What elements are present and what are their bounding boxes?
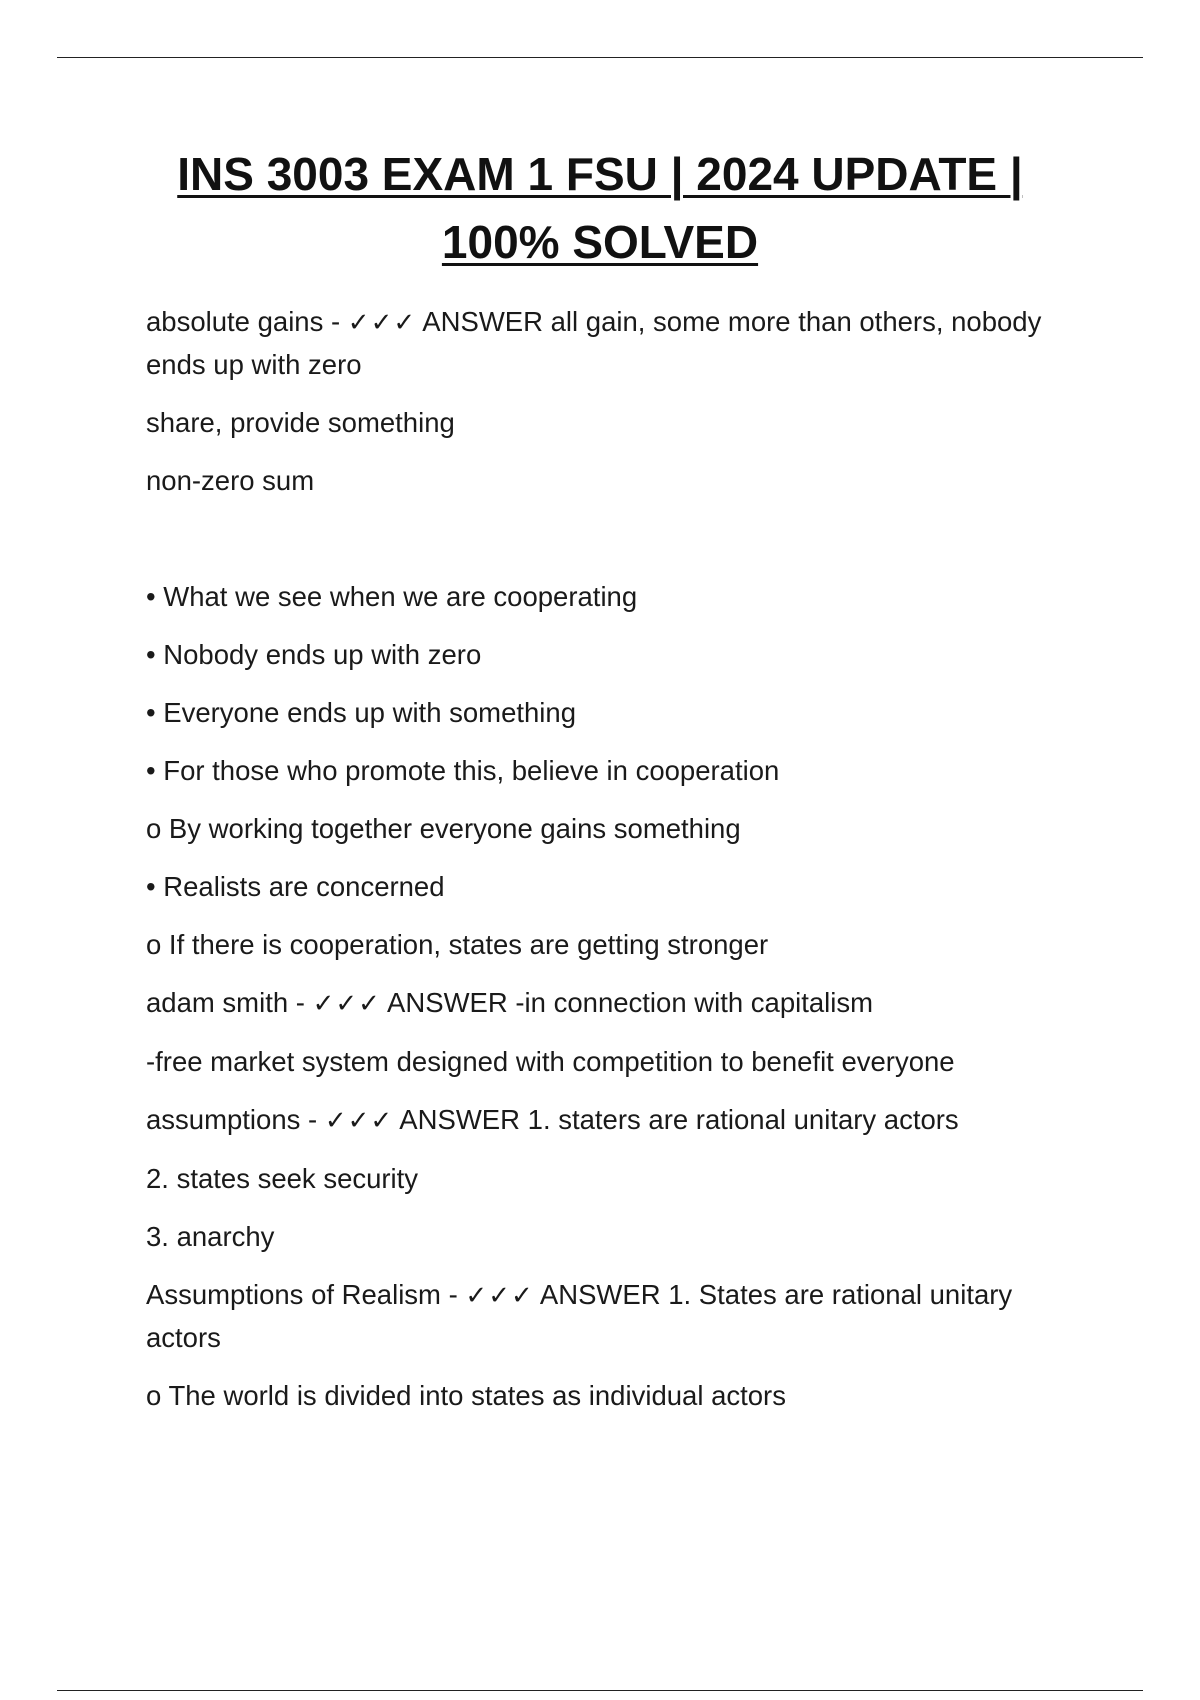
- qa-absolute-gains: [146, 301, 1086, 386]
- numbered-item: 3. anarchy: [146, 1221, 275, 1252]
- term-label: absolute gains -: [146, 306, 348, 337]
- document-body: [146, 301, 1086, 1433]
- term-label: assumptions -: [146, 1104, 325, 1135]
- answer-text: ANSWER all gain, some more than others, nobody ends up with zero: [146, 306, 1042, 380]
- top-rule: [57, 57, 1143, 58]
- term-label: Assumptions of Realism -: [146, 1279, 466, 1310]
- text-line: non-zero sum: [146, 465, 315, 496]
- sub-bullet-item: o The world is divided into states as individual actors: [146, 1380, 786, 1411]
- sub-bullet-item: o By working together everyone gains something: [146, 813, 741, 844]
- text-line: share, provide something: [146, 407, 455, 438]
- term-label: adam smith -: [146, 987, 313, 1018]
- check-marks-icon: ✓✓✓: [465, 1281, 534, 1311]
- title-line-1: INS 3003 EXAM 1 FSU | 2024 UPDATE |: [177, 148, 1023, 200]
- title-line-2: 100% SOLVED: [441, 216, 759, 268]
- bullet-item: • For those who promote this, believe in cooperation: [146, 755, 780, 786]
- check-marks-icon: ✓✓✓: [347, 308, 417, 338]
- bottom-rule: [57, 1690, 1143, 1691]
- spacer: [146, 518, 1086, 576]
- qa-adam-smith: [146, 982, 1086, 1025]
- check-marks-icon: ✓✓✓: [324, 1106, 394, 1136]
- bullet-item: • Everyone ends up with something: [146, 697, 577, 728]
- text-line: -free market system designed with competition to benefit everyone: [146, 1046, 955, 1077]
- answer-text: ANSWER 1. States are rational unitary actors: [146, 1279, 1013, 1353]
- bullet-item: • Realists are concerned: [146, 871, 445, 902]
- check-marks-icon: ✓✓✓: [312, 989, 381, 1019]
- bullet-item: • What we see when we are cooperating: [146, 581, 638, 612]
- qa-assumptions: [146, 1099, 1086, 1142]
- answer-text: ANSWER -in connection with capitalism: [380, 987, 874, 1018]
- page-title: [100, 140, 1100, 276]
- qa-assumptions-of-realism: [146, 1274, 1086, 1359]
- numbered-item: 2. states seek security: [146, 1163, 419, 1194]
- sub-bullet-item: o If there is cooperation, states are getting stronger: [146, 929, 769, 960]
- answer-text: ANSWER 1. staters are rational unitary actors: [393, 1104, 959, 1135]
- bullet-item: • Nobody ends up with zero: [146, 639, 482, 670]
